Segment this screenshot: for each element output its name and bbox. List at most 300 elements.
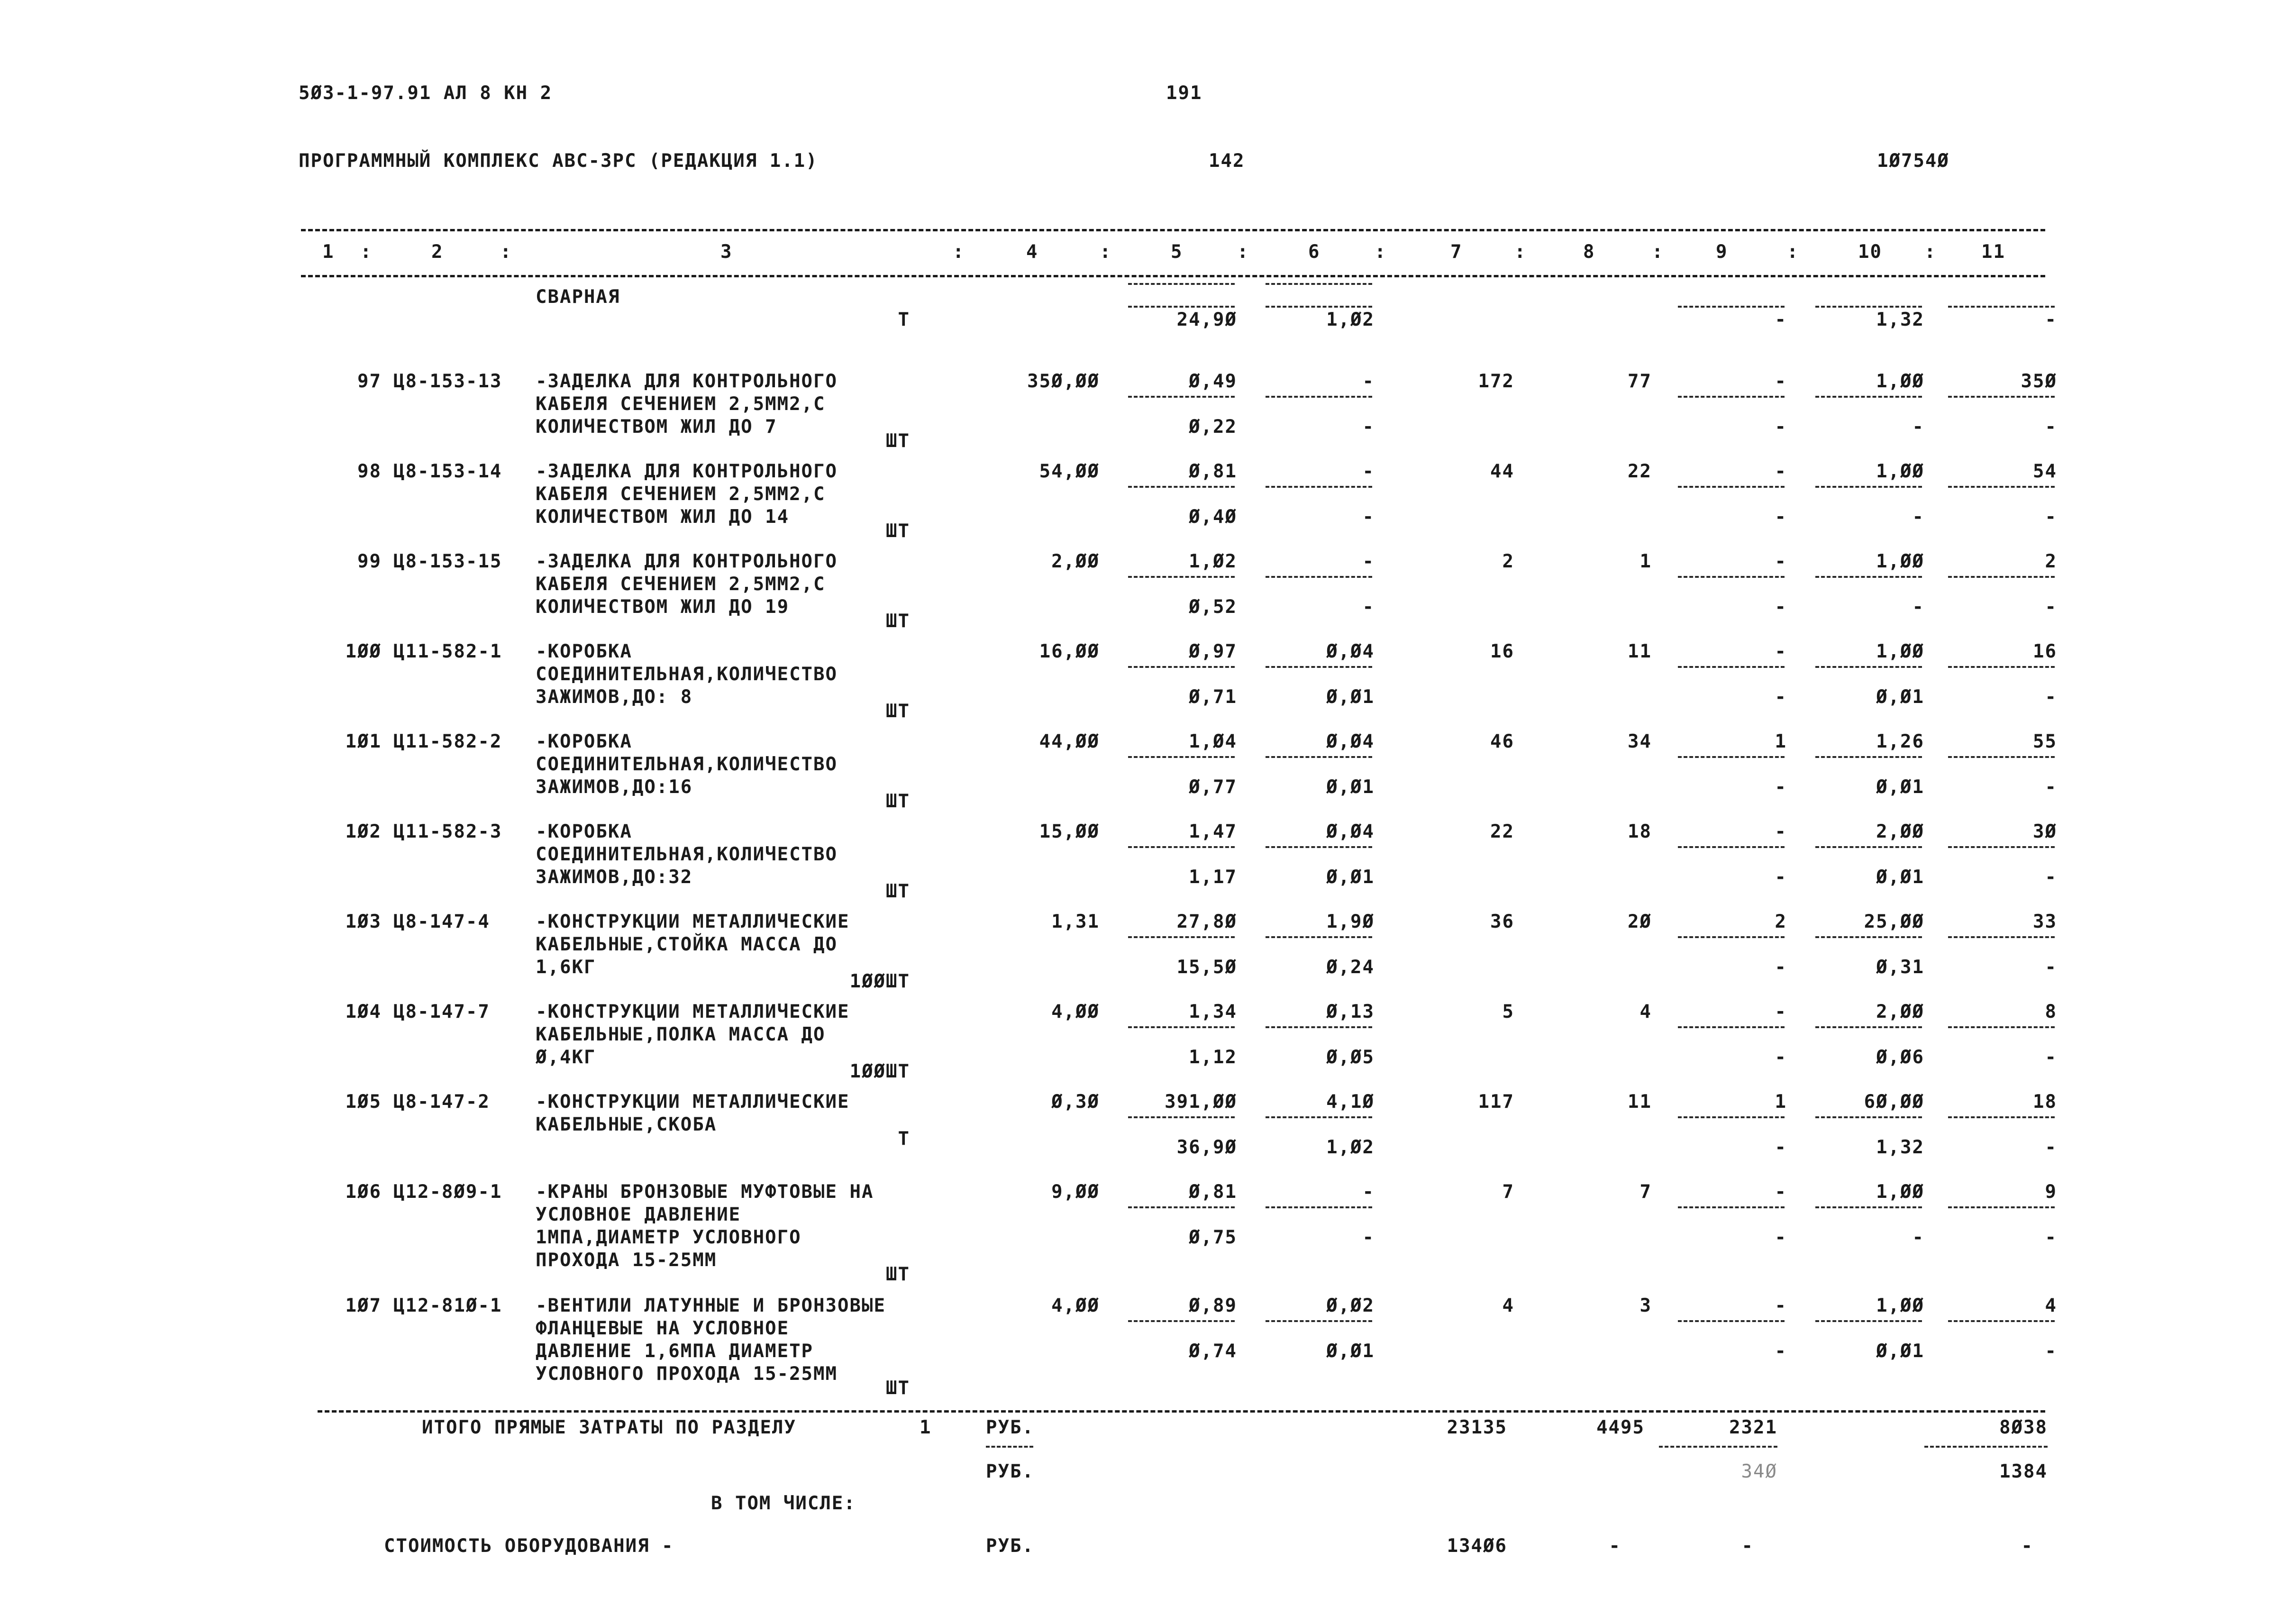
quantity: Ø,3Ø — [1051, 1091, 1100, 1113]
document-code: 5Ø3-1-97.91 АЛ 8 КН 2 — [299, 82, 553, 104]
value-divider — [1128, 936, 1235, 938]
machine-labor-total: - — [2045, 1137, 2057, 1158]
totals-col11-underline — [1924, 1446, 2048, 1448]
work-description: КАБЕЛЬНЫЕ,ПОЛКА МАССА ДО — [536, 1024, 826, 1045]
unit-cost-total: Ø,49 — [1189, 371, 1237, 392]
machine-labor-total: - — [2045, 1227, 2057, 1248]
value-divider — [1815, 576, 1922, 578]
machine-labor-total: - — [2045, 776, 2057, 798]
machine-total: - — [1775, 371, 1787, 392]
machine-cost: - — [1362, 551, 1375, 572]
value-divider — [1128, 666, 1235, 668]
labor-coefficient: 1,ØØ — [1876, 371, 1924, 392]
machine-labor-coefficient: - — [1912, 506, 1924, 528]
value-divider — [1815, 666, 1922, 668]
value-divider — [1948, 576, 2055, 578]
column-number: 1 — [322, 241, 335, 263]
row-number: 99 — [357, 551, 382, 572]
value-divider — [1815, 486, 1922, 488]
value-divider — [1948, 846, 2055, 848]
work-description: ЗАЖИМОВ,ДО:32 — [536, 867, 693, 888]
value-divider — [1678, 666, 1785, 668]
unit-of-measure: ШТ — [886, 1378, 910, 1399]
value-divider — [1948, 306, 2055, 308]
work-description: ЗАЖИМОВ,ДО: 8 — [536, 686, 693, 708]
value-divider — [1266, 756, 1372, 758]
work-description: КОЛИЧЕСТВОМ ЖИЛ ДО 14 — [536, 506, 790, 528]
machine-labor-coefficient: - — [1912, 416, 1924, 438]
column-separator: : — [1652, 241, 1664, 263]
wage-unit-cost: 36,9Ø — [1176, 1137, 1237, 1158]
value-divider — [1266, 283, 1372, 285]
machine-wage: - — [1362, 416, 1375, 438]
machine-labor-coefficient: Ø,Ø6 — [1876, 1047, 1924, 1068]
machine-total: - — [1775, 1001, 1787, 1022]
value-divider — [1678, 576, 1785, 578]
machine-cost: Ø,Ø2 — [1326, 1295, 1375, 1316]
work-description: КАБЕЛЯ СЕЧЕНИЕМ 2,5ММ2,С — [536, 393, 826, 415]
machine-labor-coefficient: Ø,Ø1 — [1876, 867, 1924, 888]
machine-labor-total: - — [2045, 957, 2057, 978]
wage-cost: 7 — [1639, 1181, 1652, 1203]
work-description: -КРАНЫ БРОНЗОВЫЕ МУФТОВЫЕ НА — [536, 1181, 874, 1203]
wage-unit-cost: 1,12 — [1189, 1047, 1237, 1068]
value-divider — [1815, 1206, 1922, 1208]
machine-wage-total: - — [1775, 1227, 1787, 1248]
work-description: УСЛОВНОЕ ДАВЛЕНИЕ — [536, 1204, 741, 1225]
work-description: 1,6КГ — [536, 957, 596, 978]
value-divider — [1815, 396, 1922, 398]
value-divider — [1678, 1206, 1785, 1208]
work-description: 1МПА,ДИАМЕТР УСЛОВНОГО — [536, 1227, 801, 1248]
wage-cost: 11 — [1628, 1091, 1652, 1113]
column-separator: : — [500, 241, 512, 263]
machine-wage-total: - — [1775, 1137, 1787, 1158]
rate-code: Ц12-81Ø-1 — [393, 1295, 502, 1316]
rate-code: Ц8-153-13 — [393, 371, 502, 392]
wage-unit-cost: Ø,74 — [1189, 1341, 1237, 1362]
table-header-rule — [301, 275, 2045, 277]
rate-code: Ц11-582-3 — [393, 821, 502, 842]
machine-cost: 4,1Ø — [1326, 1091, 1375, 1113]
totals-unit-underline — [986, 1446, 1033, 1448]
value-divider — [1128, 306, 1235, 308]
unit-cost-total: 1,34 — [1189, 1001, 1237, 1022]
value-divider — [1948, 396, 2055, 398]
rate-code: Ц12-8Ø9-1 — [393, 1181, 502, 1203]
value-divider — [1266, 666, 1372, 668]
value-divider — [1266, 1026, 1372, 1028]
value-divider — [1128, 486, 1235, 488]
equipment-cost-col9: - — [1741, 1535, 1754, 1557]
value-divider — [1815, 1026, 1922, 1028]
value-divider — [1128, 846, 1235, 848]
column-number: 10 — [1858, 241, 1882, 263]
rate-code: Ц8-147-7 — [393, 1001, 490, 1022]
labor-coefficient: 2,ØØ — [1876, 821, 1924, 842]
unit-cost-total: Ø,81 — [1189, 1181, 1237, 1203]
quantity: 2,ØØ — [1051, 551, 1100, 572]
equipment-cost-unit: РУБ. — [986, 1535, 1034, 1557]
machine-labor-coefficient: 1,32 — [1876, 1137, 1924, 1158]
machine-wage-total: - — [1775, 1341, 1787, 1362]
unit-cost-total: Ø,89 — [1189, 1295, 1237, 1316]
machine-total: 1 — [1775, 1091, 1787, 1113]
machine-labor-coefficient: Ø,Ø1 — [1876, 1341, 1924, 1362]
work-description: -КОРОБКА — [536, 641, 632, 662]
rate-code: Ц8-153-14 — [393, 461, 502, 482]
work-description: КАБЕЛЬНЫЕ,СТОЙКА МАССА ДО — [536, 934, 838, 955]
document-id: 1Ø754Ø — [1877, 150, 1949, 172]
column-separator: : — [1924, 241, 1937, 263]
machine-total: - — [1775, 461, 1787, 482]
work-description: -КОНСТРУКЦИИ МЕТАЛЛИЧЕСКИЕ — [536, 1001, 850, 1022]
totals-col8: 4495 — [1596, 1417, 1645, 1438]
machine-total: - — [1775, 1181, 1787, 1203]
column-number: 4 — [1026, 241, 1038, 263]
wage-cost: 34 — [1628, 731, 1652, 752]
value-divider — [1948, 756, 2055, 758]
work-description: УСЛОВНОГО ПРОХОДА 15-25ММ — [536, 1363, 838, 1385]
work-description: -КОРОБКА — [536, 821, 632, 842]
value-divider — [1266, 396, 1372, 398]
quantity: 16,ØØ — [1039, 641, 1100, 662]
value-divider — [1948, 1116, 2055, 1118]
machine-labor-coefficient: Ø,31 — [1876, 957, 1924, 978]
work-description: КОЛИЧЕСТВОМ ЖИЛ ДО 7 — [536, 416, 777, 438]
rate-code: Ц11-582-1 — [393, 641, 502, 662]
total-cost: 36 — [1490, 911, 1514, 932]
value-divider — [1815, 306, 1922, 308]
machine-wage-total: - — [1775, 867, 1787, 888]
machine-total: - — [1775, 821, 1787, 842]
value-divider — [1128, 576, 1235, 578]
labor-total: 3Ø — [2033, 821, 2057, 842]
value-divider — [1266, 846, 1372, 848]
value-divider — [1948, 486, 2055, 488]
total-cost: 46 — [1490, 731, 1514, 752]
row-number: 1Ø3 — [345, 911, 382, 932]
labor-total: 16 — [2033, 641, 2057, 662]
machine-cost: 1,9Ø — [1326, 911, 1375, 932]
work-description: ДАВЛЕНИЕ 1,6МПА ДИАМЕТР — [536, 1341, 814, 1362]
labor-total: 54 — [2033, 461, 2057, 482]
quantity: 4,ØØ — [1051, 1295, 1100, 1316]
machine-labor-total: - — [2045, 506, 2057, 528]
value-divider — [1266, 306, 1372, 308]
totals-label: ИТОГО ПРЯМЫЕ ЗАТРАТЫ ПО РАЗДЕЛУ — [422, 1417, 796, 1438]
totals-col11: 8Ø38 — [1999, 1417, 2048, 1438]
value-divider — [1128, 396, 1235, 398]
unit-cost-total: 1,Ø4 — [1189, 731, 1237, 752]
unit-of-measure: ШТ — [886, 520, 910, 542]
machine-total: - — [1775, 1295, 1787, 1316]
machine-labor-total: - — [2045, 416, 2057, 438]
column-separator: : — [1375, 241, 1387, 263]
machine-wage-total: - — [1775, 416, 1787, 438]
machine-wage-total: - — [1775, 506, 1787, 528]
totals-col11-bottom: 1384 — [1999, 1461, 2048, 1482]
unit-of-measure: Т — [898, 309, 910, 330]
value-divider — [1266, 1206, 1372, 1208]
work-description: СОЕДИНИТЕЛЬНАЯ,КОЛИЧЕСТВО — [536, 664, 838, 685]
totals-section: 1 — [920, 1417, 932, 1438]
machine-wage: Ø,24 — [1326, 957, 1375, 978]
machine-wage: Ø,Ø5 — [1326, 1047, 1375, 1068]
machine-wage-total: - — [1775, 309, 1787, 330]
labor-coefficient: 1,ØØ — [1876, 1295, 1924, 1316]
wage-cost: 4 — [1639, 1001, 1652, 1022]
value-divider — [1128, 1320, 1235, 1322]
rate-code: Ц11-582-2 — [393, 731, 502, 752]
unit-cost-total: Ø,81 — [1189, 461, 1237, 482]
value-divider — [1128, 1026, 1235, 1028]
value-divider — [1128, 756, 1235, 758]
wage-unit-cost: Ø,71 — [1189, 686, 1237, 708]
value-divider — [1678, 1320, 1785, 1322]
unit-of-measure: ШТ — [886, 701, 910, 722]
machine-labor-coefficient: Ø,Ø1 — [1876, 686, 1924, 708]
rate-code: Ц8-153-15 — [393, 551, 502, 572]
program-title: ПРОГРАММНЫЙ КОМПЛЕКС АВС-3РС (РЕДАКЦИЯ 1.1) — [299, 150, 818, 172]
column-number: 11 — [1981, 241, 2005, 263]
machine-wage: Ø,Ø1 — [1326, 1341, 1375, 1362]
unit-of-measure: Т — [898, 1128, 910, 1150]
rate-code: Ц8-147-4 — [393, 911, 490, 932]
wage-unit-cost: 1,17 — [1189, 867, 1237, 888]
work-description: КАБЕЛЯ СЕЧЕНИЕМ 2,5ММ2,С — [536, 484, 826, 505]
labor-coefficient: 6Ø,ØØ — [1864, 1091, 1924, 1113]
labor-total: 33 — [2033, 911, 2057, 932]
column-number: 8 — [1583, 241, 1595, 263]
total-cost: 117 — [1478, 1091, 1514, 1113]
unit-cost-total: 27,8Ø — [1176, 911, 1237, 932]
equipment-cost-label: СТОИМОСТЬ ОБОРУДОВАНИЯ - — [384, 1535, 674, 1557]
machine-wage-total: - — [1775, 596, 1787, 618]
machine-wage: - — [1362, 1227, 1375, 1248]
value-divider — [1128, 1116, 1235, 1118]
work-description: КАБЕЛЬНЫЕ,СКОБА — [536, 1114, 717, 1135]
row-number: 1Ø7 — [345, 1295, 382, 1316]
machine-labor-total: - — [2045, 596, 2057, 618]
machine-labor-coefficient: - — [1912, 596, 1924, 618]
quantity: 1,31 — [1051, 911, 1100, 932]
quantity: 4,ØØ — [1051, 1001, 1100, 1022]
unit-cost-total: 1,Ø2 — [1189, 551, 1237, 572]
row-number: 1Ø2 — [345, 821, 382, 842]
unit-cost-total: 391,ØØ — [1165, 1091, 1237, 1113]
value-divider — [1815, 936, 1922, 938]
wage-unit-cost: 24,9Ø — [1176, 309, 1237, 330]
machine-cost: Ø,Ø4 — [1326, 731, 1375, 752]
row-number: 1ØØ — [345, 641, 382, 662]
work-description: -КОРОБКА — [536, 731, 632, 752]
labor-total: 4 — [2045, 1295, 2057, 1316]
labor-coefficient: 1,ØØ — [1876, 641, 1924, 662]
work-description: СВАРНАЯ — [536, 286, 620, 308]
column-separator: : — [1237, 241, 1249, 263]
value-divider — [1678, 486, 1785, 488]
machine-cost: - — [1362, 461, 1375, 482]
quantity: 35Ø,ØØ — [1027, 371, 1100, 392]
total-cost: 5 — [1502, 1001, 1514, 1022]
wage-unit-cost: Ø,4Ø — [1189, 506, 1237, 528]
value-divider — [1678, 306, 1785, 308]
machine-total: 1 — [1775, 731, 1787, 752]
machine-wage: Ø,Ø1 — [1326, 686, 1375, 708]
totals-col9-underline — [1659, 1446, 1777, 1448]
work-description: -ЗАДЕЛКА ДЛЯ КОНТРОЛЬНОГО — [536, 371, 838, 392]
labor-coefficient: 1,ØØ — [1876, 1181, 1924, 1203]
value-divider — [1266, 1116, 1372, 1118]
column-number: 9 — [1716, 241, 1728, 263]
machine-wage: Ø,Ø1 — [1326, 776, 1375, 798]
work-description: -ЗАДЕЛКА ДЛЯ КОНТРОЛЬНОГО — [536, 461, 838, 482]
labor-coefficient: 1,26 — [1876, 731, 1924, 752]
machine-labor-total: - — [2045, 309, 2057, 330]
total-cost: 44 — [1490, 461, 1514, 482]
value-divider — [1266, 576, 1372, 578]
machine-labor-total: - — [2045, 1047, 2057, 1068]
equipment-cost-col7: 134Ø6 — [1447, 1535, 1507, 1557]
machine-labor-total: - — [2045, 686, 2057, 708]
unit-cost-total: Ø,97 — [1189, 641, 1237, 662]
machine-total: - — [1775, 551, 1787, 572]
labor-coefficient: 1,ØØ — [1876, 551, 1924, 572]
wage-cost: 2Ø — [1628, 911, 1652, 932]
unit-cost-total: 1,47 — [1189, 821, 1237, 842]
machine-labor-coefficient: - — [1912, 1227, 1924, 1248]
labor-total: 2 — [2045, 551, 2057, 572]
machine-labor-total: - — [2045, 1341, 2057, 1362]
labor-total: 35Ø — [2021, 371, 2057, 392]
total-cost: 16 — [1490, 641, 1514, 662]
total-cost: 2 — [1502, 551, 1514, 572]
column-number: 3 — [720, 241, 733, 263]
labor-total: 18 — [2033, 1091, 2057, 1113]
unit-of-measure: ШТ — [886, 430, 910, 452]
machine-wage: - — [1362, 506, 1375, 528]
quantity: 44,ØØ — [1039, 731, 1100, 752]
total-cost: 172 — [1478, 371, 1514, 392]
unit-of-measure: ШТ — [886, 611, 910, 632]
machine-wage-total: - — [1775, 776, 1787, 798]
wage-unit-cost: Ø,77 — [1189, 776, 1237, 798]
work-description: Ø,4КГ — [536, 1047, 596, 1068]
wage-unit-cost: Ø,22 — [1189, 416, 1237, 438]
value-divider — [1128, 1206, 1235, 1208]
equipment-cost-col11: - — [2021, 1535, 2033, 1557]
total-cost: 22 — [1490, 821, 1514, 842]
unit-of-measure: ШТ — [886, 881, 910, 902]
value-divider — [1815, 1116, 1922, 1118]
table-top-rule — [301, 229, 2045, 231]
totals-col9: 2321 — [1729, 1417, 1777, 1438]
machine-wage-total: - — [1775, 686, 1787, 708]
machine-labor-coefficient: Ø,Ø1 — [1876, 776, 1924, 798]
value-divider — [1815, 756, 1922, 758]
machine-cost: Ø,Ø4 — [1326, 821, 1375, 842]
work-description: КОЛИЧЕСТВОМ ЖИЛ ДО 19 — [536, 596, 790, 618]
wage-unit-cost: 15,5Ø — [1176, 957, 1237, 978]
work-description: -ЗАДЕЛКА ДЛЯ КОНТРОЛЬНОГО — [536, 551, 838, 572]
row-number: 1Ø6 — [345, 1181, 382, 1203]
value-divider — [1678, 396, 1785, 398]
value-divider — [1678, 1026, 1785, 1028]
row-number: 1Ø1 — [345, 731, 382, 752]
value-divider — [1678, 756, 1785, 758]
column-separator: : — [360, 241, 373, 263]
wage-cost: 11 — [1628, 641, 1652, 662]
column-number: 7 — [1450, 241, 1463, 263]
value-divider — [1948, 666, 2055, 668]
value-divider — [1128, 283, 1235, 285]
machine-wage: 1,Ø2 — [1326, 309, 1375, 330]
value-divider — [1815, 846, 1922, 848]
work-description: КАБЕЛЯ СЕЧЕНИЕМ 2,5ММ2,С — [536, 574, 826, 595]
value-divider — [1948, 1026, 2055, 1028]
work-description: ФЛАНЦЕВЫЕ НА УСЛОВНОЕ — [536, 1318, 790, 1339]
value-divider — [1266, 1320, 1372, 1322]
wage-cost: 3 — [1639, 1295, 1652, 1316]
machine-wage-total: - — [1775, 1047, 1787, 1068]
machine-wage: Ø,Ø1 — [1326, 867, 1375, 888]
labor-coefficient: 25,ØØ — [1864, 911, 1924, 932]
column-separator: : — [1787, 241, 1799, 263]
work-description: ПРОХОДА 15-25ММ — [536, 1250, 717, 1271]
machine-cost: Ø,Ø4 — [1326, 641, 1375, 662]
row-number: 1Ø5 — [345, 1091, 382, 1113]
work-description: -КОНСТРУКЦИИ МЕТАЛЛИЧЕСКИЕ — [536, 911, 850, 932]
row-number: 98 — [357, 461, 382, 482]
wage-unit-cost: Ø,52 — [1189, 596, 1237, 618]
value-divider — [1266, 936, 1372, 938]
column-separator: : — [953, 241, 965, 263]
column-number: 5 — [1171, 241, 1183, 263]
machine-wage: - — [1362, 596, 1375, 618]
totals-unit-2: РУБ. — [986, 1461, 1034, 1482]
wage-cost: 77 — [1628, 371, 1652, 392]
unit-of-measure: 1ØØШТ — [849, 971, 910, 992]
column-separator: : — [1514, 241, 1527, 263]
totals-rule — [318, 1410, 2045, 1413]
value-divider — [1678, 936, 1785, 938]
column-number: 2 — [431, 241, 444, 263]
value-divider — [1948, 1320, 2055, 1322]
totals-col9-bottom: 34Ø — [1741, 1461, 1777, 1482]
work-description: СОЕДИНИТЕЛЬНАЯ,КОЛИЧЕСТВО — [536, 844, 838, 865]
labor-total: 55 — [2033, 731, 2057, 752]
value-divider — [1678, 1116, 1785, 1118]
value-divider — [1948, 1206, 2055, 1208]
machine-labor-coefficient: 1,32 — [1876, 309, 1924, 330]
column-number: 6 — [1308, 241, 1321, 263]
totals-unit: РУБ. — [986, 1417, 1034, 1438]
machine-total: - — [1775, 641, 1787, 662]
row-number: 1Ø4 — [345, 1001, 382, 1022]
machine-cost: - — [1362, 371, 1375, 392]
unit-of-measure: 1ØØШТ — [849, 1061, 910, 1082]
wage-cost: 22 — [1628, 461, 1652, 482]
quantity: 15,ØØ — [1039, 821, 1100, 842]
column-separator: : — [1100, 241, 1112, 263]
machine-cost: - — [1362, 1181, 1375, 1203]
sheet-number: 142 — [1209, 150, 1245, 172]
machine-total: 2 — [1775, 911, 1787, 932]
quantity: 9,ØØ — [1051, 1181, 1100, 1203]
work-description: СОЕДИНИТЕЛЬНАЯ,КОЛИЧЕСТВО — [536, 754, 838, 775]
rate-code: Ц8-147-2 — [393, 1091, 490, 1113]
